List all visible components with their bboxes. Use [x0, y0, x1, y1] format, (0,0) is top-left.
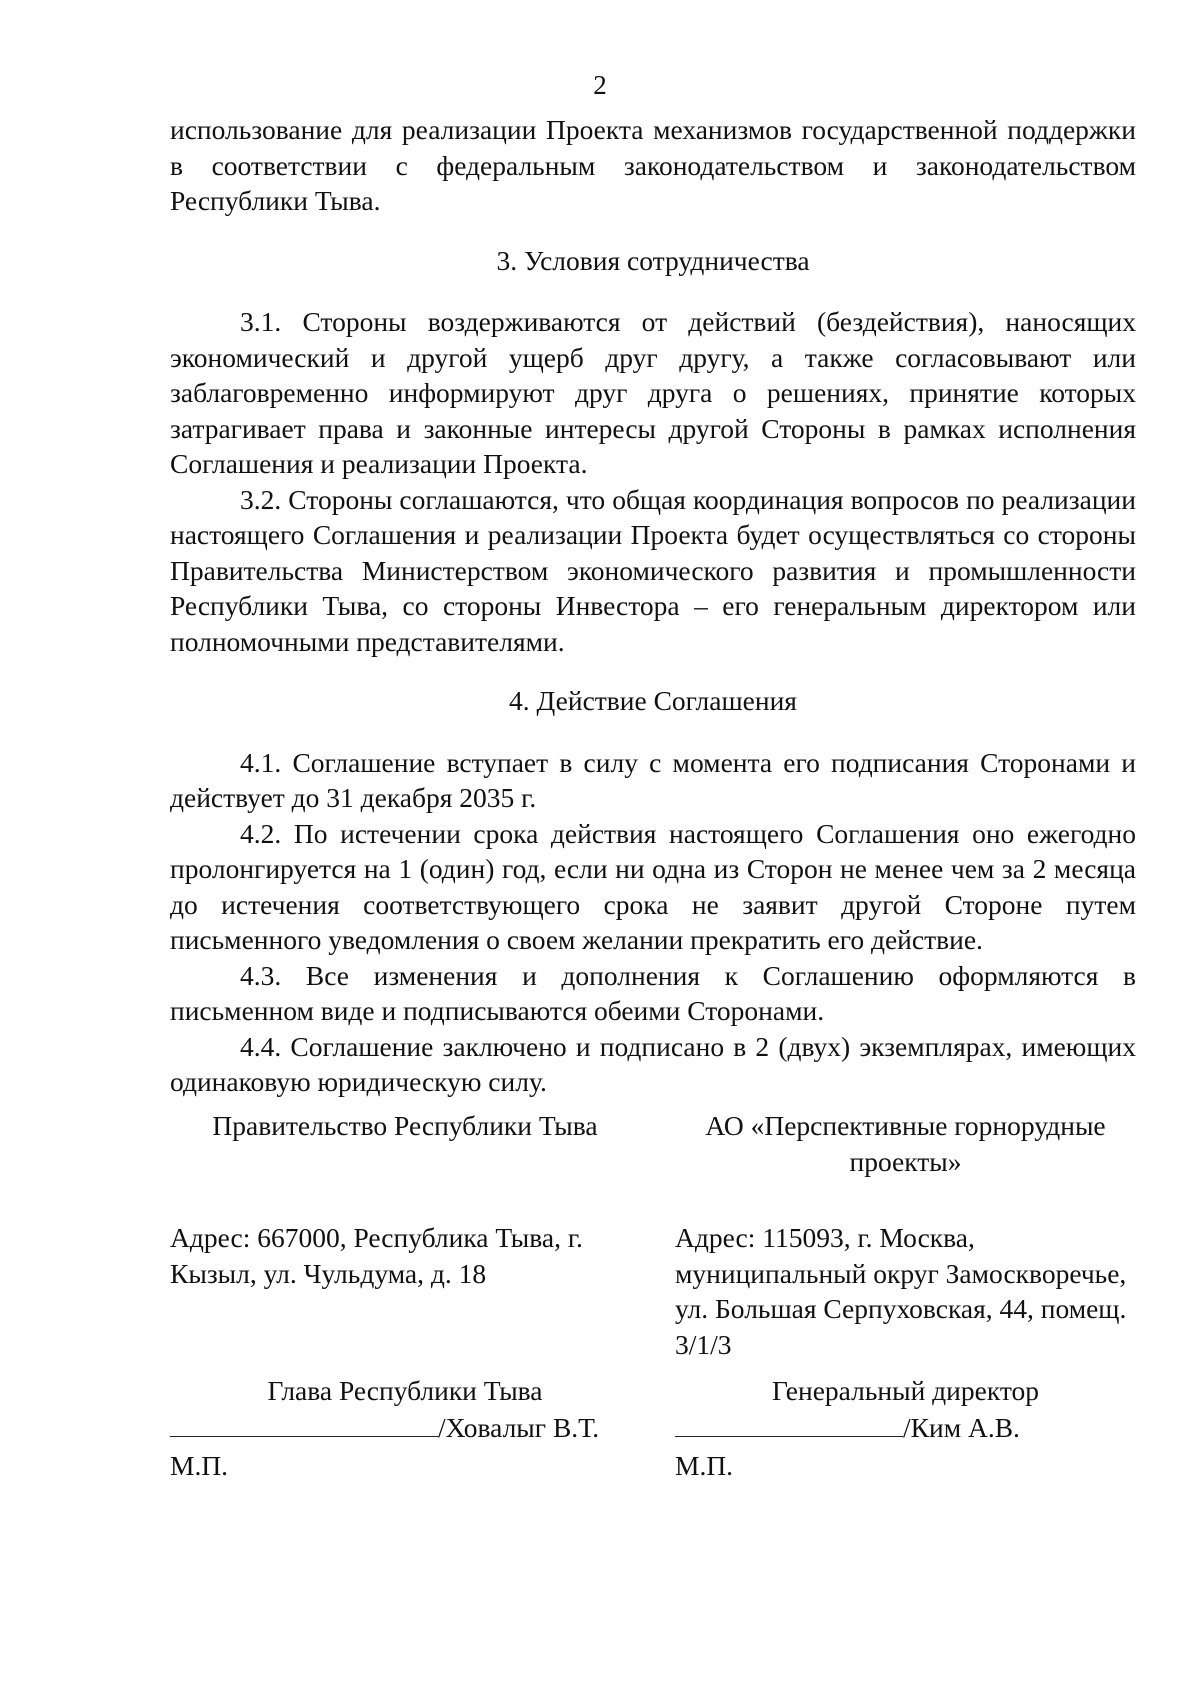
intro-paragraph: использование для реализации Проекта механизмов государственной поддержки в соответствии с федеральным законодательством и законодательством Республики Тыва.: [170, 114, 1136, 216]
clause-4-4: 4.4. Соглашение заключено и подписано в 2 (двух) экземплярах, имеющих одинаковую юридическую силу.: [170, 1030, 1136, 1097]
party-left: [170, 1108, 640, 1481]
signature-blank: [675, 1410, 903, 1437]
party-name: Правительство Республики Тыва: [212, 1110, 598, 1141]
party-address: Адрес: 115093, г. Москва, муниципальный округ Замоскворечье, ул. Большая Серпуховская, 44, помещ. 3/1/3: [675, 1222, 1127, 1360]
party-right: [675, 1108, 1136, 1481]
signer-name: /Ховалыг В.Т.: [438, 1412, 600, 1443]
signature-line: [675, 1410, 1136, 1446]
party-address: Адрес: 667000, Республика Тыва, г. Кызыл, ул. Чульдума, д. 18: [170, 1222, 583, 1289]
section-heading: 3. Условия сотрудничества: [496, 244, 810, 276]
clause-4-3: 4.3. Все изменения и дополнения к Соглашению оформляются в письменном виде и подписываются обеими Сторонами.: [170, 959, 1136, 1026]
clause-4-1: 4.1. Соглашение вступает в силу с момента его подписания Сторонами и действует до 31 декабря 2035 г.: [170, 746, 1136, 813]
section-conditions: [170, 243, 1136, 660]
signer-title: Глава Республики Тыва: [267, 1375, 543, 1406]
clause-3-1: 3.1. Стороны воздерживаются от действий (бездействия), наносящих экономический и другой ущерб друг другу, а также согласовывают или заблаговременно информируют друг друга о решениях, принятие которых затрагивает права и законные интересы другой Стороны в рамках исполнения Соглашения и реализации Проекта.: [170, 306, 1136, 479]
signer-name: /Ким А.В.: [903, 1412, 1020, 1443]
document-body: [170, 112, 1136, 1100]
party-name: АО «Перспективные горнорудные проекты»: [705, 1110, 1106, 1177]
stamp-mark: М.П.: [170, 1450, 229, 1481]
signature-line: [170, 1410, 640, 1446]
section-heading: 4. Действие Соглашения: [509, 685, 797, 716]
clause-4-2: 4.2. По истечении срока действия настоящего Соглашения оно ежегодно пролонгируется на 1 (один) год, если ни одна из Сторон не менее чем за 2 месяца до истечения соответствующего срока не заявит другой Стороне путем письменного уведомления о своем желании прекратить его действие.: [170, 817, 1136, 955]
page-number: 2: [593, 70, 607, 100]
signer-title: Генеральный директор: [772, 1375, 1039, 1406]
clause-3-2: 3.2. Стороны соглашаются, что общая координация вопросов по реализации настоящего Соглашения и реализации Проекта будет осуществляться со стороны Правительства Министерством экономического развития и промышленности Республики Тыва, со стороны Инвестора – его генеральным директором или полномочными представителями.: [170, 483, 1136, 657]
section-validity: [170, 683, 1136, 1100]
stamp-mark: М.П.: [675, 1450, 734, 1481]
signature-blank: [170, 1410, 438, 1437]
